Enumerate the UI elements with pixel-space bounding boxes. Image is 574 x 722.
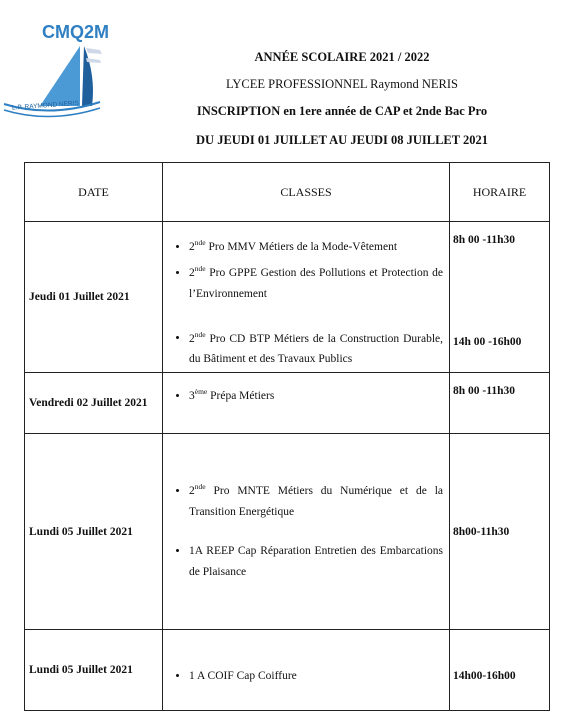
class-prefix: 2: [189, 266, 195, 279]
school-year-title: ANNÉE SCOLAIRE 2021 / 2022: [254, 50, 430, 64]
list-item: • 2nde Pro MNTE Métiers du Numérique et de la Transition Energétique: [189, 476, 449, 523]
period-title: DU JEUDI 01 JUILLET AU JEUDI 08 JUILLET 2021: [196, 133, 488, 147]
row-times: [450, 373, 550, 434]
row-date: Vendredi 02 Juillet 2021: [25, 373, 163, 434]
row-date: Lundi 05 Juillet 2021: [25, 630, 163, 711]
list-item: • 1 A COIF Cap Coiffure: [189, 666, 449, 687]
school-logo: [0, 6, 110, 126]
list-item: • 1A REEP Cap Réparation Entretien des Embarcations de Plaisance: [189, 541, 449, 583]
list-item: • 2nde Pro MMV Métiers de la Mode-Vêtement: [189, 232, 449, 258]
row-times: [450, 434, 550, 630]
header-date: DATE: [25, 163, 163, 222]
class-prefix: 2: [189, 484, 195, 497]
row-date: Lundi 05 Juillet 2021: [25, 434, 163, 630]
header-horaire: HORAIRE: [450, 163, 550, 222]
row-classes: [163, 222, 450, 373]
row-date: Jeudi 01 Juillet 2021: [25, 222, 163, 373]
row-times: [450, 630, 550, 711]
logo-emblem: [4, 20, 109, 117]
time-slot: 8h 00 -11h30: [453, 234, 515, 246]
logo-brand: CMQ2M: [42, 22, 109, 42]
table-header-row: [25, 163, 550, 222]
list-item: • 2nde Pro CD BTP Métiers de la Construction Durable, du Bâtiment et des Travaux Publics: [189, 324, 449, 371]
time-slot: 14h 00 -16h00: [453, 336, 522, 348]
table-row: [25, 373, 550, 434]
class-prefix: 2: [189, 240, 195, 253]
time-slot: 8h 00 -11h30: [453, 385, 515, 397]
inscription-title: INSCRIPTION en 1ere année de CAP et 2nde Bac Pro: [196, 104, 488, 118]
table-row: [25, 434, 550, 630]
row-times: [450, 222, 550, 373]
class-prefix: 3: [189, 389, 195, 402]
row-classes: [163, 434, 450, 630]
time-slot: 8h00-11h30: [453, 525, 510, 538]
class-prefix: 2: [189, 332, 195, 345]
time-slot: 14h00-16h00: [453, 670, 516, 682]
list-item: • 2nde Pro GPPE Gestion des Pollutions et Protection de l’Environnement: [189, 258, 449, 305]
list-item: • 3ème Prépa Métiers: [189, 381, 449, 407]
table-row: [25, 222, 550, 373]
row-classes: [163, 630, 450, 711]
schedule-table: [24, 162, 550, 711]
logo-tagline: L.P. RAYMOND NERIS: [11, 99, 80, 112]
school-name: LYCEE PROFESSIONNEL Raymond NERIS: [226, 77, 458, 91]
table-row: [25, 630, 550, 711]
header-classes: CLASSES: [163, 163, 450, 222]
row-classes: [163, 373, 450, 434]
